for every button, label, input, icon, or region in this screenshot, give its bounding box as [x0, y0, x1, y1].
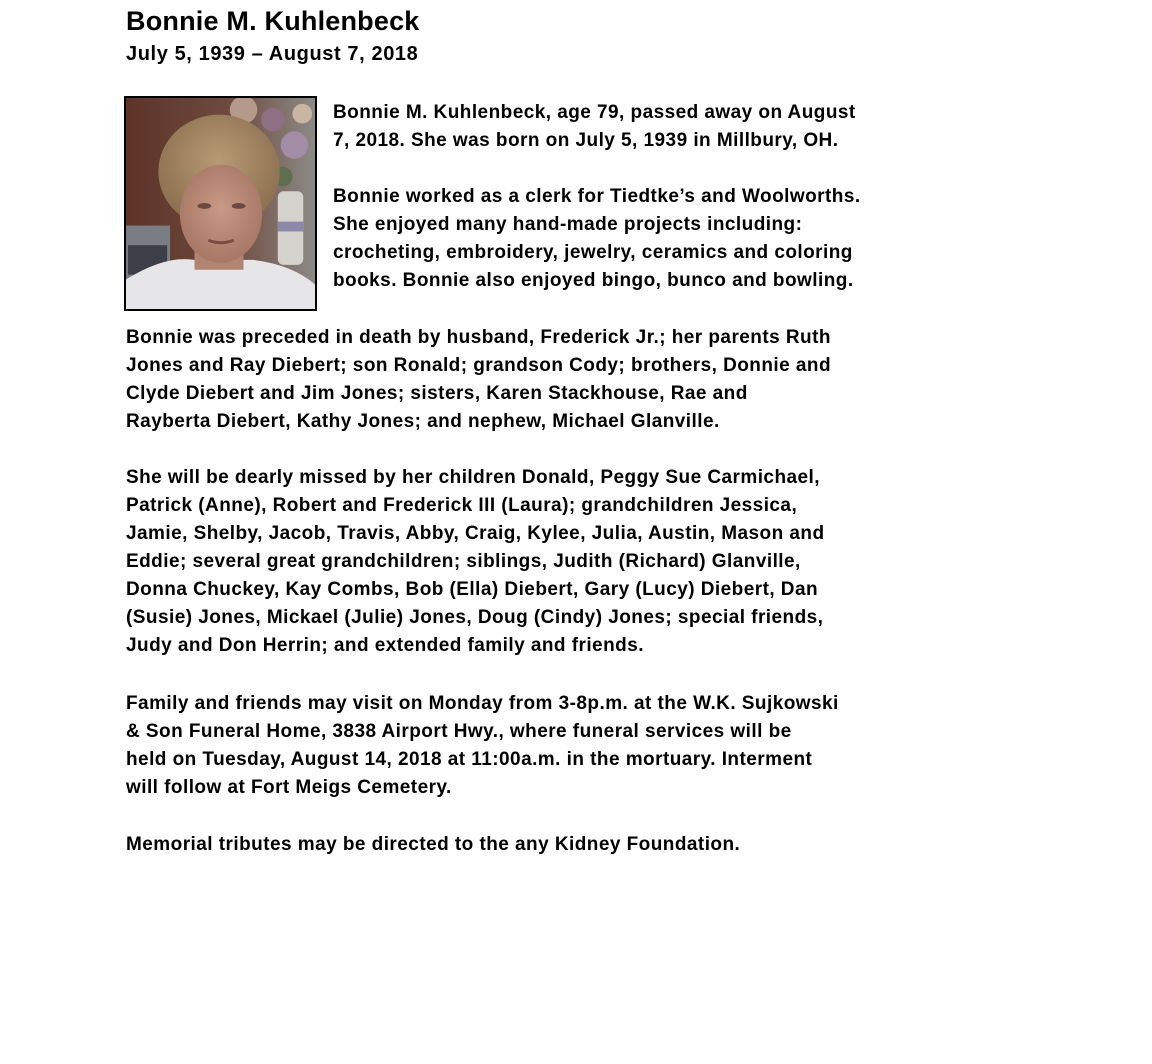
text-line: 7, 2018. She was born on July 5, 1939 in Millbury, OH.: [333, 130, 839, 151]
text-line: crocheting, embroidery, jewelry, ceramics and coloring: [333, 242, 853, 263]
obituary-name: Bonnie M. Kuhlenbeck: [126, 6, 420, 36]
text-line: Memorial tributes may be directed to the any Kidney Foundation.: [126, 834, 741, 855]
paragraph-preceded-in-death: [126, 324, 1006, 436]
paragraph-death-notice: [333, 99, 983, 155]
text-line: Bonnie M. Kuhlenbeck, age 79, passed away on August: [333, 102, 856, 123]
text-line: Judy and Don Herrin; and extended family and friends.: [126, 635, 644, 656]
portrait-image: [126, 98, 315, 309]
text-line: Eddie; several great grandchildren; siblings, Judith (Richard) Glanville,: [126, 551, 801, 572]
text-line: & Son Funeral Home, 3838 Airport Hwy., where funeral services will be: [126, 721, 792, 742]
text-line: Jamie, Shelby, Jacob, Travis, Abby, Craig, Kylee, Julia, Austin, Mason and: [126, 523, 825, 544]
text-line: She will be dearly missed by her children Donald, Peggy Sue Carmichael,: [126, 467, 820, 488]
text-line: held on Tuesday, August 14, 2018 at 11:00a.m. in the mortuary. Interment: [126, 749, 813, 770]
text-line: Family and friends may visit on Monday from 3-8p.m. at the W.K. Sujkowski: [126, 693, 839, 714]
text-line: Rayberta Diebert, Kathy Jones; and nephew, Michael Glanville.: [126, 411, 720, 432]
portrait-photo: [124, 96, 317, 311]
text-line: Clyde Diebert and Jim Jones; sisters, Karen Stackhouse, Rae and: [126, 383, 748, 404]
text-line: She enjoyed many hand-made projects including:: [333, 214, 803, 235]
paragraph-survivors: [126, 464, 1006, 660]
obituary-dates: July 5, 1939 – August 7, 2018: [126, 43, 419, 65]
text-line: Jones and Ray Diebert; son Ronald; grandson Cody; brothers, Donnie and: [126, 355, 832, 376]
text-line: will follow at Fort Meigs Cemetery.: [126, 777, 452, 798]
paragraph-memorial-tributes: [126, 831, 1006, 859]
paragraph-life: [333, 183, 983, 295]
text-line: (Susie) Jones, Mickael (Julie) Jones, Doug (Cindy) Jones; special friends,: [126, 607, 824, 628]
text-line: books. Bonnie also enjoyed bingo, bunco and bowling.: [333, 270, 854, 291]
text-line: Bonnie was preceded in death by husband, Frederick Jr.; her parents Ruth: [126, 327, 831, 348]
text-line: Donna Chuckey, Kay Combs, Bob (Ella) Diebert, Gary (Lucy) Diebert, Dan: [126, 579, 819, 600]
text-line: Bonnie worked as a clerk for Tiedtke’s and Woolworths.: [333, 186, 861, 207]
text-line: Patrick (Anne), Robert and Frederick III (Laura); grandchildren Jessica,: [126, 495, 798, 516]
paragraph-services: [126, 690, 1006, 802]
